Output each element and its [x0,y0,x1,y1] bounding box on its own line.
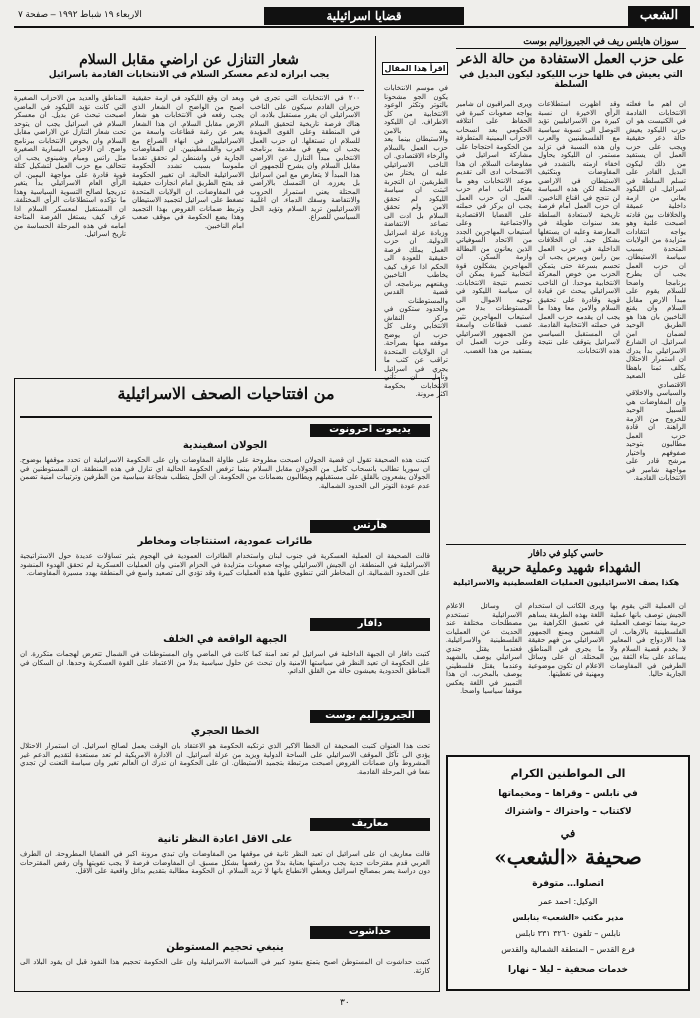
article-right-headline: على حزب العمل الاستفادة من حالة الذعر [457,52,685,67]
column-divider [375,36,376,371]
press-item-6-source: حداشوت [310,926,430,939]
press-item-3-body: كتبت دافار ان الجبهة الداخلية في اسرائيل لم تعد آمنة كما كانت في الماضي وان المستوطنات في الشمال تتعرض لهجمات متكررة. ان على الحكومة ان تعيد النظر في سياستها الامنية وان تبحث عن حلول سياسية بدلا من الاعتماد على القوة العسكرية وحدها. ان السكان في المناطق الحدودية يعيشون حالة من القلق الدائم. [20,650,430,675]
ad-line-4: في [560,827,576,840]
press-item-4-headline: الخطأ الحجري [190,726,260,737]
ad-line-10: فرع القدس – المنطقة الشمالية والقدس [501,945,635,954]
article-top-column-3: ٢٠٠ في الانتخابات التي تجرى في حزيران القادم سيكون على الناخب الاسرائيلي ان يقرر مستقبل بلاده. ان هناك فرصة تاريخية لتحقيق السلام في المنطقة وعلى القوى المؤيدة للسلام ان تستغلها. ان حزب العمل يجب ان يضع في مقدمة برنامجه الانتخابي مبدأ التنازل عن الاراضي مقابل السلام وان يشرح للجمهور ان هذا المبدأ لا يتعارض مع امن اسرائيل بل يعززه. ان التمسك بالاراضي المحتلة يعني استمرار الحروب والانتفاضة وسفك الدماء. ان اغلبية الاسرائيليين تريد السلام وتؤيد الحل السياسي للصراع. [250,94,360,221]
press-item-4-source: الجيروزاليم بوست [310,710,430,723]
ad-line-5: صحيفة «الشعب» [494,845,642,869]
article-mid-headline: الشهداء شهيد وعملية حربية [491,561,641,576]
ad-line-1: الى المواطنين الكرام [510,767,626,780]
article-mid-column-2: ويرى الكاتب ان استخدام اللغة بهذه الطريقة يساهم في تعميق الكراهية بين الشعبين ويمنع الجمهور الاسرائيلي من فهم حقيقة ما يجري في المناطق المحتلة. ان على وسائل الاعلام ان تكون موضوعية ومهنية في تغطيتها. [528,602,604,678]
ad-line-9: نابلس – تلفون ٣٢٦٠ ٣٣١ نابلس [515,929,621,938]
page-mark: ٣٠ [340,998,350,1008]
press-item-1-source: يديعوت احرونوت [310,424,430,437]
article-mid-column-1: ان وسائل الاعلام الاسرائيلية تستخدم مصطلحات مختلفة عند الحديث عن العمليات الفلسطينية والاسرائيلية. فعندما يقتل جندي اسرائيلي يوصف بالشهيد وعندما يقتل فلسطيني يوصف بالمخرب. ان هذا التمييز في اللغة يعكس موقفا سياسيا واضحا. [446,602,522,695]
ad-line-3: لاكتتاب – واحتراك – واشتراك [504,807,632,817]
ad-line-6: اتصلوا… متوفرة [532,879,604,889]
article-right-column-1: ان اهم ما فعلته الانتخابات القادمة في الكنيست هو ان حزب الليكود يعيش حالة ذعر حقيقية ويجب على حزب العمل ان يستفيد من ذلك ليكون البديل القادر على تسلم السلطة في اسرائيل. ان الليكود يعاني من ازمة داخلية عميقة والخلافات بين قادته اصبحت علنية وهو يواجه انتقادات متزايدة من الولايات المتحدة بسبب سياسة الاستيطان. ان حزب العمل يجب ان يطرح برنامجا واضحا للسلام يقوم على مبدأ الارض مقابل السلام وان يقنع الناخبين بان هذا هو الطريق الوحيد لضمان امن اسرائيل. ان الشارع الاسرائيلي بدأ يدرك ان استمرار الاحتلال يكلف ثمنا باهظا على الصعيد الاقتصادي والسياسي والاخلاقي وان المفاوضات هي السبيل الوحيد للخروج من الازمة الراهنة. ان قادة حزب العمل مطالبون بتوحيد صفوفهم واختيار مرشح قادر على مواجهة شامير في الانتخابات القادمة. [626,100,686,482]
read-article-tag: اقرأ هذا المقال [382,62,448,75]
press-item-5-headline: على الاقل اعادة النظر ثانية [157,834,293,845]
article-mid-kicker: حاسي كيلو في دافار [528,548,604,558]
article-right-column-3: ويرى المراقبون ان شامير يواجه صعوبات كبيرة في الحفاظ على ائتلافه الحكومي بعد انسحاب الاحزاب اليمينية المتطرفة من الحكومة احتجاجا على مشاركة اسرائيل في مفاوضات السلام. ان هذا الانسحاب ادى الى تقديم موعد الانتخابات وهو ما يفتح الباب امام حزب العمل. ان حزب العمل يجب ان يركز في حملته على القضايا الاقتصادية والاجتماعية وعلى استيعاب المهاجرين الجدد من الاتحاد السوفياتي الذين يعانون من البطالة وازمة السكن. ان المهاجرين يشكلون قوة انتخابية كبيرة يمكن ان تحسم نتيجة الانتخابات. ان سياسة الليكود في توجيه الاموال الى المستوطنات بدلا من استيعاب المهاجرين تثير غضب قطاعات واسعة من الجمهور الاسرائيلي وعلى حزب العمل ان يستفيد من هذا الغضب. [456,100,532,355]
article-right-column-4: في موسم الانتخابات يكون الجو مشحونا بالتوتر وتكثر الوعود الانتخابية من كل الاطراف. ان الليكود يعد بالامن والاستيطان بينما يعد حزب العمل بالسلام والرخاء الاقتصادي. ان الناخب الاسرائيلي عليه ان يختار بين الطريقين. ان التجربة اثبتت ان سياسة الليكود لم تحقق الامن ولم تحقق السلام بل ادت الى تصاعد الانتفاضة وزيادة عزلة اسرائيل الدولية. ان حزب العمل يملك فرصة حقيقية للعودة الى الحكم اذا عرف كيف يخاطب الناخبين ويقنعهم ببرنامجه. ان قضية القدس والمستوطنات والحدود ستكون في مركز النقاش الانتخابي وعلى كل حزب ان يوضح موقفه منها بصراحة. ان الولايات المتحدة تراقب عن كثب ما يجري في اسرائيل وتأمل ان تأتي الانتخابات بحكومة اكثر مرونة. [384,84,448,398]
ad-line-2: في نابلس – وقراها – ومخيماتها [498,789,638,799]
article-mid-column-3: ان العملية التي يقوم بها الجيش توصف بانها عملية حربية بينما توصف العملية الفلسطينية بالارهاب. ان هذا الازدواج في المعايير لا يخدم قضية السلام ولا يساعد على بناء الثقة بين الطرفين في المفاوضات الجارية حاليا. [610,602,686,678]
newspaper-advertisement [446,755,690,991]
divider [14,90,364,91]
article-mid-subhead: هكذا يصف الاسرائيليون العمليات الفلسطينية والاسرائيلية [452,578,680,587]
section-title: قضايا اسرائيلية [264,7,464,25]
press-item-2-headline: طائرات عمودية، استنتاجات ومخاطر [137,536,313,547]
article-right-head-wrap [456,52,686,98]
newspaper-logo: الشعب [628,6,690,26]
press-item-1-headline: الجولان اسفيندية [182,440,268,451]
article-top-subhead: يجب ابرازه لدعم معسكر السلام في الانتخابات القادمة باسرائيل [48,70,330,80]
press-item-5-source: معاريف [310,818,430,831]
article-right-subhead: التي يعيش في ظلها حزب الليكود ليكون البديل في السلطة [459,70,683,90]
divider [446,544,686,545]
press-item-3-headline: الجبهة الواقعة في الخلف [163,634,287,645]
issue-date: الاربعاء ١٩ شباط ١٩٩٢ – صفحة ٧ [18,9,142,19]
article-mid-head-wrap [446,548,686,598]
ad-line-7: الوكيل: احمد عمر [538,897,598,906]
press-item-6-headline: ينبغي تحجيم المستوطن [166,942,284,953]
press-section-title-wrap [20,384,432,414]
press-section-title: من افتتاحيات الصحف الاسرائيلية [117,384,335,403]
press-item-4-body: تحت هذا العنوان كتبت الصحيفة ان الخطأ الاكبر الذي ترتكبه الحكومة هو الاعتقاد بان الوقت يعمل لصالح اسرائيل. ان استمرار الاحتلال يؤدي الى تآكل الموقف الاسرائيلي على الساحة الدولية ويزيد من عزلة اسرائيل. ان الادارة الامريكية لم تعد مستعدة لتقديم الدعم غير المشروط وان ضمانات القروض اصبحت مرتبطة بتجميد الاستيطان. ان على الحكومة ان تدرك ان العالم تغير وان سياسة التعنت لن تجدي نفعا في المرحلة القادمة. [20,742,430,776]
article-right-column-2: وقد اظهرت استطلاعات الرأي الاخيرة ان نسبة كبيرة من الاسرائيليين تؤيد التوصل الى تسوية سياسية مع الفلسطينيين والعرب وان هذه النسبة في تزايد مستمر. ان الليكود يحاول اخفاء ازمته بالتشدد في المفاوضات وبتكثيف الاستيطان في الاراضي المحتلة لكن هذه السياسة لن تنجح في اقناع الناخبين. ان حزب العمل امام فرصة تاريخية لاستعادة السلطة بعد سنوات طويلة في المعارضة وعليه ان يستغلها بشكل جيد. ان الخلافات الداخلية في حزب العمل بين رابين وبيرس يجب ان تحسم بسرعة حتى يتمكن الحزب من خوض المعركة الانتخابية موحدا. ان الناخب الاسرائيلي يبحث عن قيادة قوية وقادرة على تحقيق السلام والامن معا وهذا ما يجب ان يقدمه حزب العمل في حملته الانتخابية القادمة. ان المستقبل السياسي لاسرائيل يتوقف على نتيجة هذه الانتخابات. [538,100,620,355]
divider [20,416,432,418]
press-item-1-body: كتبت هذه الصحيفة تقول ان قضية الجولان اصبحت مطروحة على طاولة المفاوضات وان على الحكومة الاسرائيلية ان تحدد موقفها بوضوح. ان سوريا تطالب بانسحاب كامل من الجولان مقابل السلام بينما ترفض الحكومة الحالية اي تنازل في هذه المنطقة. ان المستوطنين في الجولان يشعرون بالقلق على مستقبلهم ويطالبون بضمانات من الحكومة. ان الحل يتطلب شجاعة سياسية من الطرفين وترتيبات امنية تضمن عدم عودة التوتر الى الحدود الشمالية. [20,456,430,490]
article-top-column-2: وبعد ان وقع الليكود في ازمة حقيقية اصبح من الواضح ان الشعار الذي يجب رفعه في الانتخابات هو شعار الارض مقابل السلام. ان هذا الشعار يعبر عن رغبة قطاعات واسعة من الاسرائيليين في انهاء الصراع مع العرب والفلسطينيين. ان المفاوضات الجارية في واشنطن لم تحقق تقدما ملموسا بسبب تشدد الحكومة الاسرائيلية الحالية. ان تغيير الحكومة قد يفتح الطريق امام انجازات حقيقية في المفاوضات. ان الولايات المتحدة تضغط على اسرائيل لتجميد الاستيطان وتربط ضمانات القروض بهذا التجميد وهذا يضع الحكومة في موقف صعب امام الناخبين. [132,94,244,230]
page-header [14,6,694,28]
press-item-2-source: هآرتس [310,520,430,533]
ad-line-8: مدير مكتب «الشعب» بنابلس [512,913,624,922]
divider [456,48,686,49]
article-top-head-wrap [14,52,364,88]
article-right-kicker: سوزان هايلس ريف في الجيروزاليم بوست [523,36,679,46]
press-item-5-body: قالت معاريف ان على اسرائيل ان تعيد النظر ثانية في موقفها من المفاوضات وان تبدي مرونة اكبر في القضايا المطروحة. ان الطرف العربي قدم مقترحات جدية يجب دراستها بعناية بدلا من رفضها بشكل مسبق. ان المفاوضات فرصة لا يجب تفويتها وان رفض المقترحات دون دراسة يضر بمصالح اسرائيل ويعطي الانطباع بانها لا تريد السلام. ان الحكومة مطالبة بتقديم بدائل واقعية على الاقل. [20,850,430,875]
ad-line-11: خدمات صحفية – ليلا – نهارا [508,965,628,975]
press-item-2-body: قالت الصحيفة ان العملية العسكرية في جنوب لبنان واستخدام الطائرات العمودية في الهجوم يثير تساؤلات عديدة حول الاستراتيجية الاسرائيلية في المنطقة. ان الجيش الاسرائيلي يواجه صعوبات متزايدة في الحزام الامني وان العمليات العسكرية لم تحقق الهدوء المنشود على الحدود الشمالية. ان المخاطر التي تنطوي عليها هذه العمليات كبيرة وقد تؤدي الى تصعيد واسع في المنطقة يهدد مسيرة المفاوضات. [20,552,430,577]
article-top-column-1: المناطق والعديد من الاحزاب الصغيرة التي كانت تؤيد الليكود في الماضي اصبحت تبحث عن بديل. ان معسكر السلام في اسرائيل يجب ان يتوحد تحت شعار التنازل عن الاراضي مقابل السلام وان يخوض الانتخابات ببرنامج واضح. ان الاحزاب اليسارية الصغيرة مثل راتس ومبام وشينوي يجب ان تتحالف مع حزب العمل لتشكيل كتلة قوية قادرة على مواجهة اليمين. ان الرأي العام الاسرائيلي بدأ يتغير تدريجيا لصالح التسوية السياسية وهذا ما تؤكده استطلاعات الرأي المختلفة. ان المستقبل لمعسكر السلام اذا عرف كيف يستغل الفرصة المتاحة امامه في هذه المرحلة الحساسة من تاريخ اسرائيل. [14,94,126,238]
press-item-3-source: دافار [310,618,430,631]
article-top-headline: شعار التنازل عن اراضي مقابل السلام [79,52,299,68]
press-item-6-body: كتبت حداشوت ان المستوطن اصبح يتمتع بنفوذ كبير في السياسة الاسرائيلية وان على الحكومة تحجيم هذا النفوذ قبل ان يقود البلاد الى كارثة. [20,958,430,975]
